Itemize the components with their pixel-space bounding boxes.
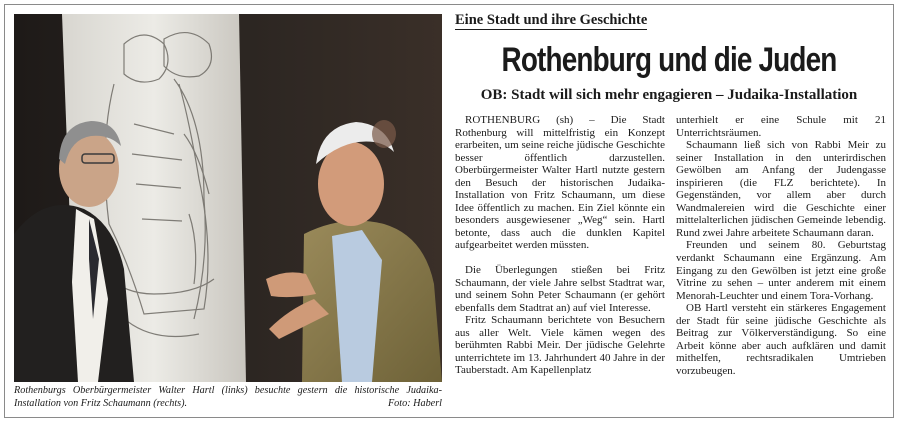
photo-caption <box>14 385 442 410</box>
paragraph: Fritz Schaumann berichtete von Besuchern aus aller Welt. Viele kämen wegen des berühmten Rabbi Meir. Der jüdische Gelehrte unterrichtete im 13. Jahrhundert 40 Jahre in der Tauberstadt. Am Kapellenplatz <box>455 314 665 377</box>
photo-illustration <box>14 14 442 382</box>
paragraph: Die Überlegungen stießen bei Fritz Schaumann, der viele Jahre selbst Stadtrat war, und seinem Sohn Peter Schaumann (er gehört ebenfalls dem Stadtrat an) auf viel Interesse. <box>455 264 665 314</box>
paragraph: Schaumann ließ sich von Rabbi Meir zu seiner Installation in den unterirdischen Gewölben am Anfang der Judengasse inspirieren (die FLZ berichtete). In Gegenständen, vor allem aber durch Wandmalereien wird die Geschichte einer mittelalterlichen jüdischen Gemeinde lebendig. Rund zwei Jahre arbeitete Schaumann daran. <box>676 139 886 239</box>
article-column-2 <box>676 114 886 377</box>
headline: Rothenburg und die Juden <box>501 41 837 79</box>
paragraph: ROTHENBURG (sh) – Die Stadt Rothenburg will mittelfristig ein Konzept erarbeiten, um seine reiche jüdische Geschichte besser öffentlich darzustellen. Oberbürgermeister Walter Hartl nutzte gestern den Besuch der historischen Judaika-Installation von Fritz Schaumann, um diese Idee öffentlich zu machen. Ein Ziel könnte ein besonders ausgewiesener „Weg“ sein. Hartl betonte, dass auch die dunklen Kapitel aufgearbeitet werden müssten. <box>455 114 665 252</box>
photo-credit: Foto: Haberl <box>387 397 442 409</box>
article-photo <box>14 14 442 382</box>
paragraph: unterhielt er eine Schule mit 21 Unterrichtsräumen. <box>676 114 886 139</box>
paragraph: OB Hartl versteht ein stärkeres Engagement der Stadt für seine jüdische Geschichte als Beitrag zur Völkerverständigung. So eine Arbeit könne aber auch aufklären und damit mithelfen, rechtsradikalen Umtrieben vorzubeugen. <box>676 302 886 377</box>
caption-text: Rothenburgs Oberbürgermeister Walter Hartl (links) besuchte gestern die historische Judaika-Installation von Fritz Schaumann (rechts). <box>14 385 442 409</box>
paragraph: Freunden und seinem 80. Geburtstag verdankt Schaumann eine Ergänzung. Am Eingang zu den Gewölben ist jetzt eine große Vitrine zu sehen – unter anderem mit einem Menorah-Leuchter und einem Tora-Vorhang. <box>676 239 886 302</box>
article-column-1 <box>455 114 665 377</box>
kicker: Eine Stadt und ihre Geschichte <box>455 12 648 28</box>
subheadline: OB: Stadt will sich mehr engagieren – Judaika-Installation <box>480 87 858 103</box>
